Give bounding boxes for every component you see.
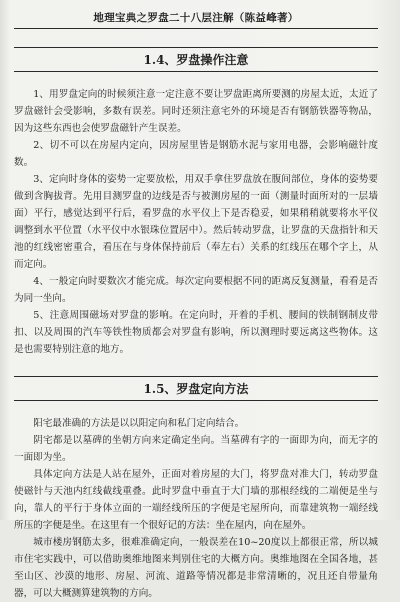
paragraph: 5、注意周围磁场对罗盘的影响。在定向时，开着的手机、腰间的铁制钢制皮带扣、以及周围的汽车等铁性物质都会对罗盘有影响，所以测理时要远离这些物体。这是也需要特别注意的地方。 [14,310,378,355]
paragraph: 2、切不可以在房屋内定向，因房屋里皆是钢筋水泥与家用电器，会影响磁针度数。 [14,140,378,168]
section-2-title-block [14,376,378,401]
section-1-body [14,86,378,358]
paragraph: 4、一般定向时要数次才能完成。每次定向要根据不同的距离反复测量，看看是否为同一坐向。 [14,276,378,304]
paragraph: 具体定向方法是人站在屋外，正面对着房屋的大门，将罗盘对准大门，转动罗盘使磁针与天池内红线截线重叠。此时罗盘中垂直于大门墙的那根经线的二端便是坐与向，靠人的平行于身体立面的一端经线所压的字便是宅屋所向，而靠建筑物一端经线所压的字便是坐。在这里有一个很好记的方法：坐在屋内，向在屋外。 [14,469,378,531]
paragraph: 1、用罗盘定向的时候须注意一定注意不要让罗盘距离所要测的房屋太近，太近了罗盘磁针会受影响，多数有误差。同时还须注意宅外的环境是否有钢筋铁器等物品，因为这些东西也会使罗盘磁针产生误差。 [14,89,378,134]
paragraph: 阴宅都是以墓碑的坐朝方向来定确定坐向。当墓碑有字的一面即为向，而无字的一面即为坐。 [14,435,378,463]
running-header: 地理宝典之罗盘二十八层注解（陈益峰著） [14,6,378,29]
section-1-title-block [14,47,378,72]
section-title: 1.5、罗盘定向方法 [14,376,378,401]
paragraph: 3、定向时身体的姿势一定要放松，用双手拿住罗盘放在腹间部位，身体的姿势要做到含胸拔背。先用目测罗盘的边线是否与被测房屋的一面（测量时面所对的一层墙面）平行，感觉达到平行后，看罗盘的水平仪上下是否稳妥，如果稍稍就要将水平仪调整到水平位置（水平仪中水银珠位置居中）。然后转动罗盘，让罗盘的天盘指针和天池的红线密密重合，看压在与身体保持前后（奉左右）关系的红线压在哪个字上，从而定向。 [14,174,378,270]
paragraph: 阳宅最准确的方法是以以阳定向和私门定向结合。 [33,418,245,429]
paragraph: 城市楼房钢筋太多，很难准确定向，一般误差在10~20度以上都很正常，所以城市住宅实践中，可以借助奥维地图来判别住宅的大概方向。奥维地图在全国各地，甚至山区、沙漠的地形、房屋、河流、道路等情况都是非常清晰的，况且还自带量角器，可以大概测算建筑物的方向。 [14,537,378,599]
section-title: 1.4、罗盘操作注意 [14,47,378,72]
section-2-body [14,415,378,602]
